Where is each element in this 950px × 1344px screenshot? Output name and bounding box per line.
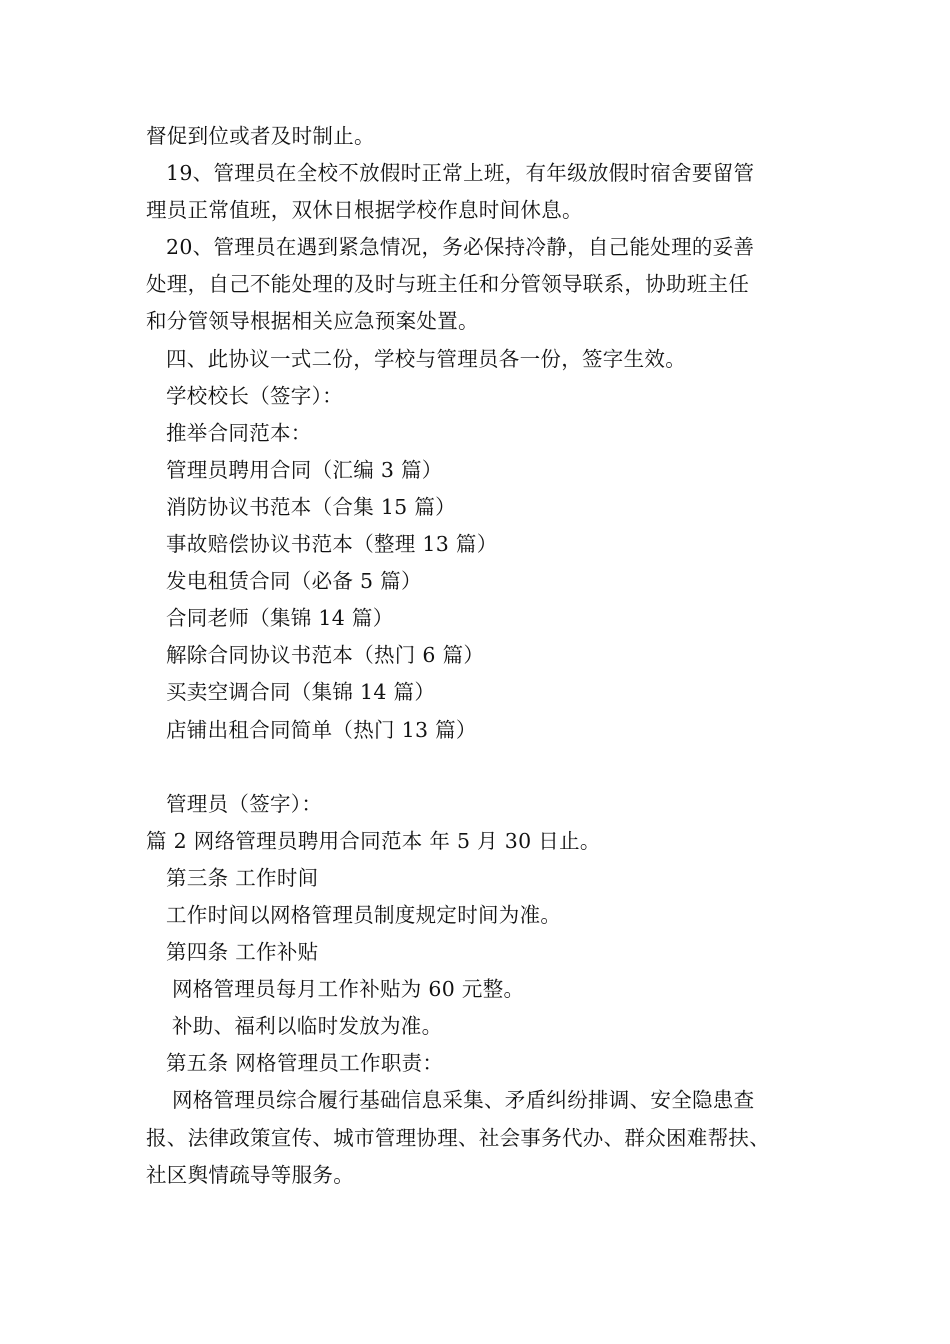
recommended-heading: 推举合同范本： (166, 420, 312, 445)
text-line: 社区舆情疏导等服务。 (146, 1162, 354, 1187)
article-heading: 第四条 工作补贴 (166, 940, 319, 965)
article-heading: 第三条 工作时间 (166, 865, 319, 890)
text-line: 网格管理员综合履行基础信息采集、矛盾纠纷排调、安全隐患查 (172, 1088, 755, 1113)
recommended-item: 买卖空调合同（集锦 14 篇） (166, 680, 436, 705)
text-line: 网格管理员每月工作补贴为 60 元整。 (172, 977, 525, 1002)
text-line: 和分管领导根据相关应急预案处置。 (146, 309, 479, 334)
manager-signature-label: 管理员（签字）： (166, 791, 323, 816)
recommended-item: 店铺出租合同简单（热门 13 篇） (166, 717, 477, 742)
part-two-heading: 篇 2 网络管理员聘用合同范本 年 5 月 30 日止。 (146, 828, 601, 853)
recommended-item: 解除合同协议书范本（热门 6 篇） (166, 643, 485, 668)
clause-20: 20、管理员在遇到紧急情况，务必保持冷静，自己能处理的妥善 (166, 235, 755, 260)
text-line: 工作时间以网格管理员制度规定时间为准。 (166, 902, 562, 927)
blank-line (146, 749, 826, 786)
recommended-item: 发电租赁合同（必备 5 篇） (166, 569, 422, 594)
document-body (146, 118, 826, 1194)
recommended-item: 消防协议书范本（合集 15 篇） (166, 494, 456, 519)
text-line: 督促到位或者及时制止。 (146, 124, 375, 148)
recommended-item: 管理员聘用合同（汇编 3 篇） (166, 457, 443, 482)
recommended-item: 事故赔偿协议书范本（整理 13 篇） (166, 532, 498, 557)
clause-19: 19、管理员在全校不放假时正常上班，有年级放假时宿舍要留管 (166, 161, 755, 186)
text-line: 理员正常值班，双休日根据学校作息时间休息。 (146, 198, 583, 223)
recommended-item: 合同老师（集锦 14 篇） (166, 606, 394, 631)
text-line: 处理，自己不能处理的及时与班主任和分管领导联系，协助班主任 (146, 272, 750, 297)
section-four: 四、此协议一式二份，学校与管理员各一份，签字生效。 (166, 346, 686, 371)
principal-signature-label: 学校校长（签字）： (166, 383, 343, 408)
text-line: 报、法律政策宣传、城市管理协理、社会事务代办、群众困难帮扶、 (146, 1125, 770, 1150)
article-heading: 第五条 网格管理员工作职责： (166, 1051, 444, 1076)
text-line: 补助、福利以临时发放为准。 (172, 1014, 443, 1039)
